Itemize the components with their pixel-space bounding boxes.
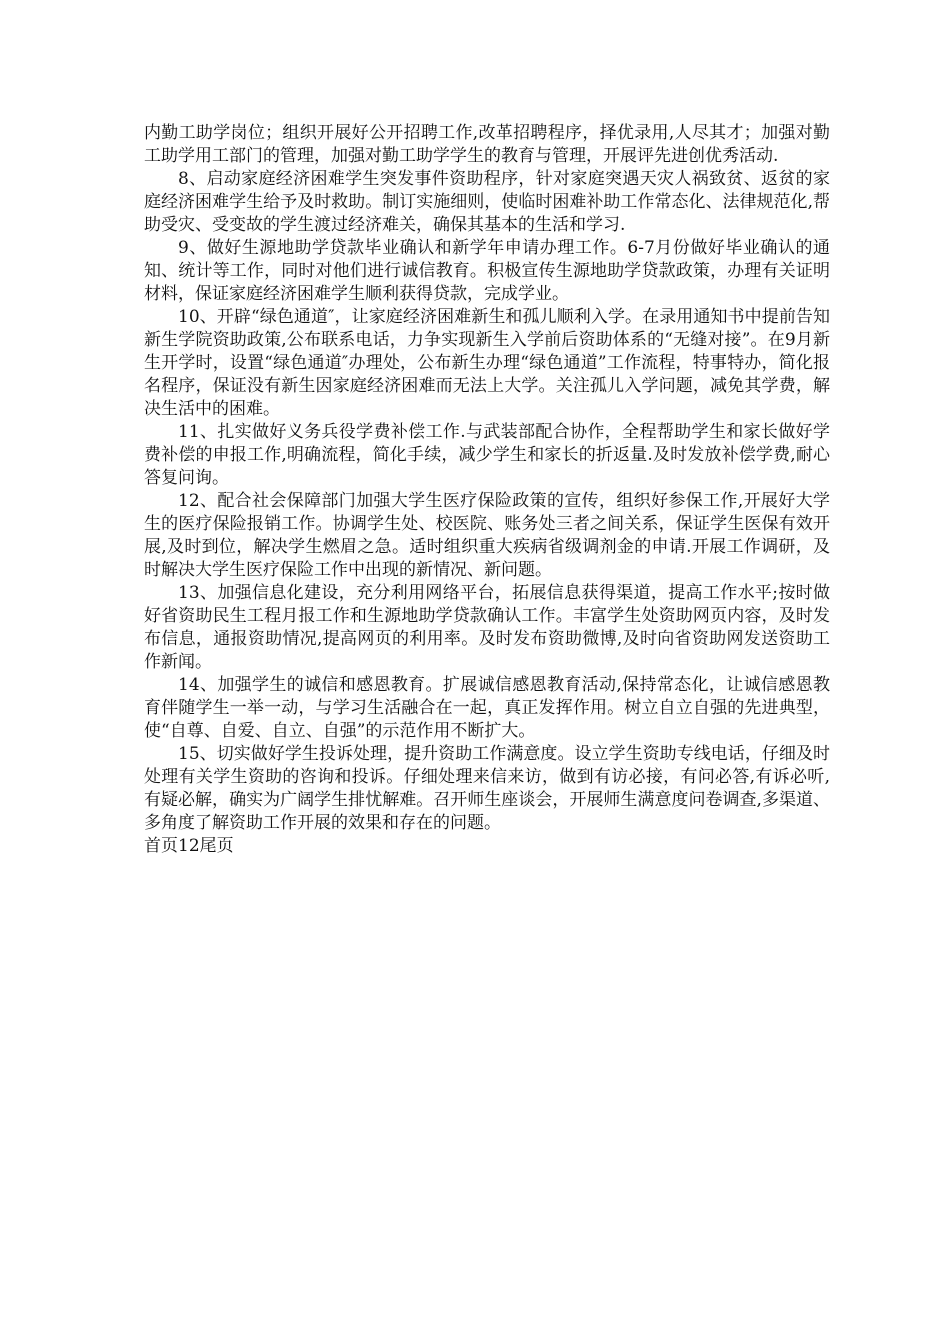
paragraph-item-11: 11、扎实做好义务兵役学费补偿工作.与武装部配合协作，全程帮助学生和家长做好学费补偿的申报工作,明确流程，简化手续，减少学生和家长的折返量.及时发放补偿学费,耐心答复问询。 xyxy=(144,422,830,488)
paragraph-item-10: 10、开辟“绿色通道″，让家庭经济困难新生和孤儿顺利入学。在录用通知书中提前告知新生学院资助政策,公布联系电话，力争实现新生入学前后资助体系的“无缝对接”。在9月新生开学时，设置“绿色通道″办理处，公布新生办理“绿色通道”工作流程，特事特办，简化报名程序，保证没有新生因家庭经济困难而无法上大学。关注孤儿入学问题，减免其学费，解决生活中的困难。 xyxy=(144,307,830,419)
paragraph-item-12: 12、配合社会保障部门加强大学生医疗保险政策的宣传，组织好参保工作,开展好大学生的医疗保险报销工作。协调学生处、校医院、账务处三者之间关系，保证学生医保有效开展,及时到位，解决学生燃眉之急。适时组织重大疾病省级调剂金的申请.开展工作调研，及时解决大学生医疗保险工作中出现的新情况、新问题。 xyxy=(144,491,830,580)
page-navigation[interactable]: 首页12尾页 xyxy=(144,836,234,856)
paragraph-item-9: 9、做好生源地助学贷款毕业确认和新学年申请办理工作。6-7月份做好毕业确认的通知、统计等工作，同时对他们进行诚信教育。积极宣传生源地助学贷款政策，办理有关证明材料，保证家庭经济困难学生顺利获得贷款，完成学业。 xyxy=(144,238,830,304)
paragraph-item-13: 13、加强信息化建设，充分利用网络平台，拓展信息获得渠道，提高工作水平;按时做好省资助民生工程月报工作和生源地助学贷款确认工作。丰富学生处资助网页内容，及时发布信息，通报资助情况,提高网页的利用率。及时发布资助微博,及时向省资助网发送资助工作新闻。 xyxy=(144,583,830,672)
paragraph-item-8: 8、启动家庭经济困难学生突发事件资助程序，针对家庭突遇天灾人祸致贫、返贫的家庭经济困难学生给予及时救助。制订实施细则，使临时困难补助工作常态化、法律规范化,帮助受灾、受变故的学生渡过经济难关，确保其基本的生活和学习. xyxy=(144,169,830,235)
paragraph-item-15: 15、切实做好学生投诉处理，提升资助工作满意度。设立学生资助专线电话，仔细及时处理有关学生资助的咨询和投诉。仔细处理来信来访，做到有访必接，有问必答,有诉必听,有疑必解，确实为广阔学生排忧解难。召开师生座谈会，开展师生满意度问卷调查,多渠道、多角度了解资助工作开展的效果和存在的问题。 xyxy=(144,744,830,833)
paragraph-continuation: 内勤工助学岗位；组织开展好公开招聘工作,改革招聘程序，择优录用,人尽其才；加强对勤工助学用工部门的管理，加强对勤工助学学生的教育与管理，开展评先进创优秀活动. xyxy=(144,123,830,166)
document-page xyxy=(144,122,830,858)
paragraph-item-14: 14、加强学生的诚信和感恩教育。扩展诚信感恩教育活动,保持常态化，让诚信感恩教育伴随学生一举一动，与学习生活融合在一起，真正发挥作用。树立自立自强的先进典型，使“自尊、自爱、自立、自强”的示范作用不断扩大。 xyxy=(144,675,830,741)
